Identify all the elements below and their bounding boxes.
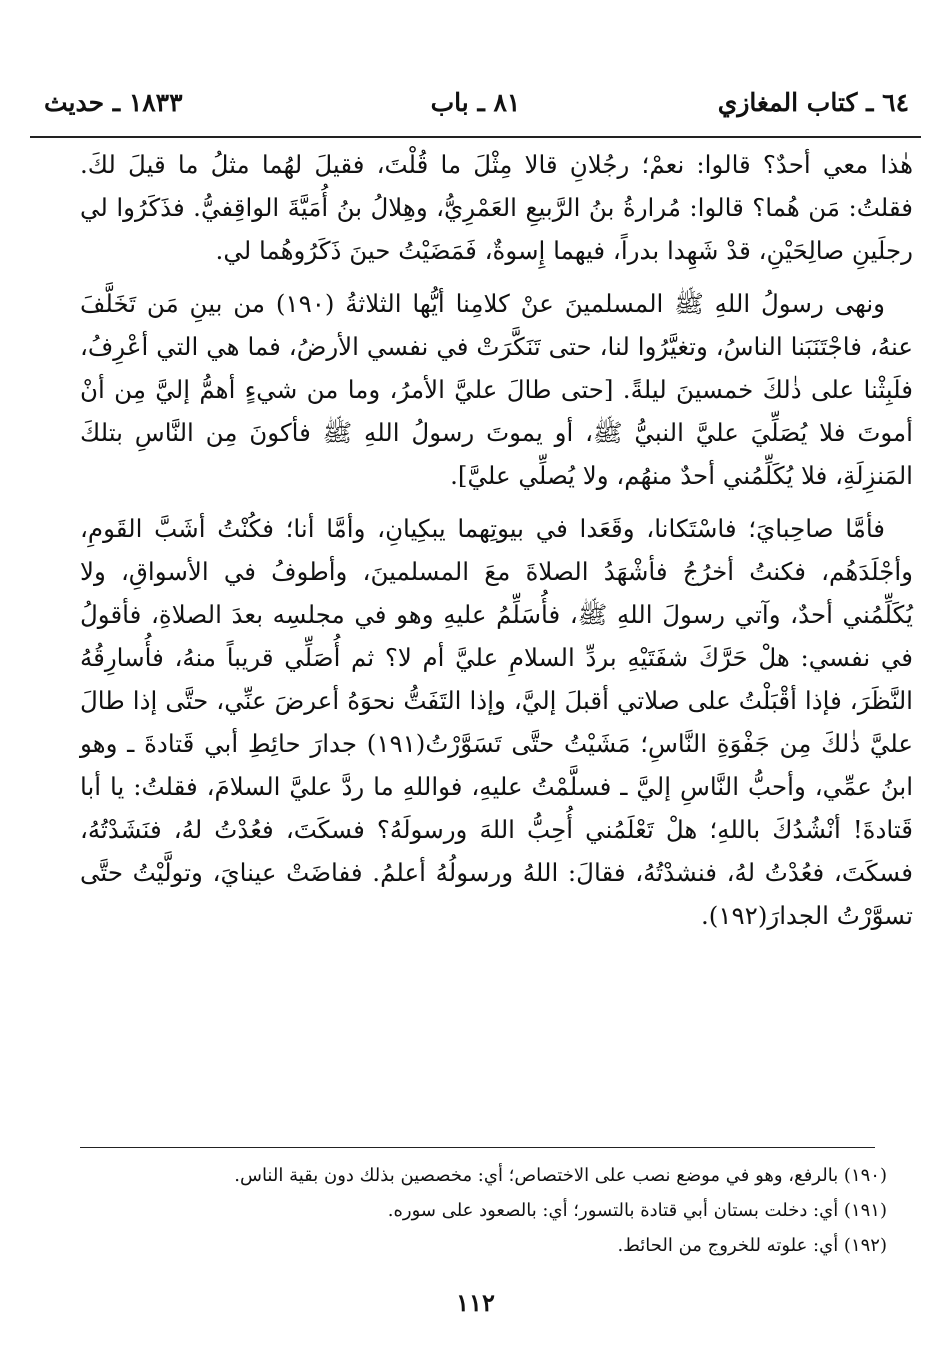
paragraph: هٰذا معي أحدٌ؟ قالوا: نعمْ؛ رجُلانِ قالا مِثْلَ ما قُلْتَ، فقيلَ لهُما مثلُ ما قيلَ لكَ. فقلتُ: مَن هُما؟ قالوا: مُرارةُ بنُ الرَّبيعِ العَمْرِيُّ، وهِلالُ بنُ أُمَيَّةَ الواقِفيُّ. فذَكَرُوا لي رجلَينِ صالِحَيْنِ، قدْ شَهِدا بدراً، فيهما إِسوةٌ، فَمَضَيْتُ حينَ ذَكَرُوهُما لي.	[80, 150, 913, 265]
header-divider	[30, 136, 921, 138]
hadith-number: ١٨٣٣ ـ حديث	[44, 88, 183, 117]
footnote: (١٩١) أي: دخلت بستان أبي قتادة بالتسور؛ أي: بالصعود على سوره.	[387, 1200, 887, 1221]
footnotes	[80, 1158, 887, 1263]
page-number: ١١٢	[456, 1288, 495, 1317]
running-header	[30, 88, 921, 128]
footnote: (١٩٠) بالرفع، وهو في موضع نصب على الاختصاص؛ أي: مخصصين بذلك دون بقية الناس.	[234, 1165, 887, 1186]
book-title: ٦٤ ـ كتاب المغازي	[717, 88, 909, 117]
main-text	[80, 143, 913, 937]
footnote: (١٩٢) أي: علوته للخروج من الحائط.	[617, 1235, 887, 1256]
chapter-title: ٨١ ـ باب	[430, 88, 521, 117]
footnote-divider	[80, 1147, 875, 1148]
paragraph: فأمَّا صاحِبايَ؛ فاسْتَكانا، وقَعَدا في بيوتِهما يبكِيانِ، وأمَّا أنا؛ فكُنْتُ أشَبَّ القَومِ، وأجْلَدَهُم، فكنتُ أخرُجُ فأشْهَدُ الصلاةَ معَ المسلمينَ، وأطوفُ في الأسواقِ، ولا يُكَلِّمُني أحدٌ، وآتي رسولَ اللهِ ﷺ، فأُسَلِّمُ عليهِ وهو في مجلسِه بعدَ الصلاةِ، فأقولُ في نفسي: هلْ حَرَّكَ شفَتَيْهِ بردِّ السلامِ عليَّ أم لا؟ ثم أُصَلِّي قريباً منهُ، فأُسارِقُهُ النَّظَرَ، فإذا أقْبَلْتُ على صلاتي أقبلَ إليَّ، وإذا التَفَتُّ نحوَهُ أعرضَ عنِّي، حتَّى إذا طالَ عليَّ ذٰلكَ مِن جَفْوَةِ النَّاسِ؛ مَشَيْتُ حتَّى تَسَوَّرْتُ(١٩١) جدارَ حائِطِ أبي قَتادةَ ـ وهو ابنُ عمِّي، وأحبُّ النَّاسِ إليَّ ـ فسلَّمْتُ عليهِ، فواللهِ ما ردَّ عليَّ السلامَ، فقلتُ: يا أبا قَتادةَ! أنْشُدُكَ باللهِ؛ هلْ تَعْلَمُني أُحِبُّ اللهَ ورسولَهُ؟ فسكَتَ، فعُدْتُ لهُ، فنَشَدْتُهُ، فسكَتَ، فعُدْتُ لهُ، فنشدْتُهُ، فقالَ: اللهُ ورسولُهُ أعلمُ. ففاضَتْ عينايَ، وتولَّيْتُ حتَّى تسوَّرْتُ الجدارَ(١٩٢).	[80, 514, 913, 930]
paragraph: ونهى رسولُ اللهِ ﷺ المسلمينَ عنْ كلامِنا أيُّها الثلاثةُ (١٩٠) من بينِ مَن تَخَلَّفَ عنهُ، فاجْتَنَبَنا الناسُ، وتغيَّرُوا لنا، حتى تَنَكَّرَتْ في نفسي الأرضُ، فما هي التي أعْرِفُ، فلَبِثْنا على ذٰلكَ خمسينَ ليلةً. [حتى طالَ عليَّ الأمرُ، وما من شيءٍ أهمُّ إليَّ مِن أنْ أموتَ فلا يُصَلِّيَ عليَّ النبيُّ ﷺ، أو يموتَ رسولُ اللهِ ﷺ فأكونَ مِن النَّاسِ بتلكَ المَنزِلَةِ، فلا يُكَلِّمُني أحدٌ منهُم، ولا يُصلِّي عليَّ].	[80, 289, 913, 490]
